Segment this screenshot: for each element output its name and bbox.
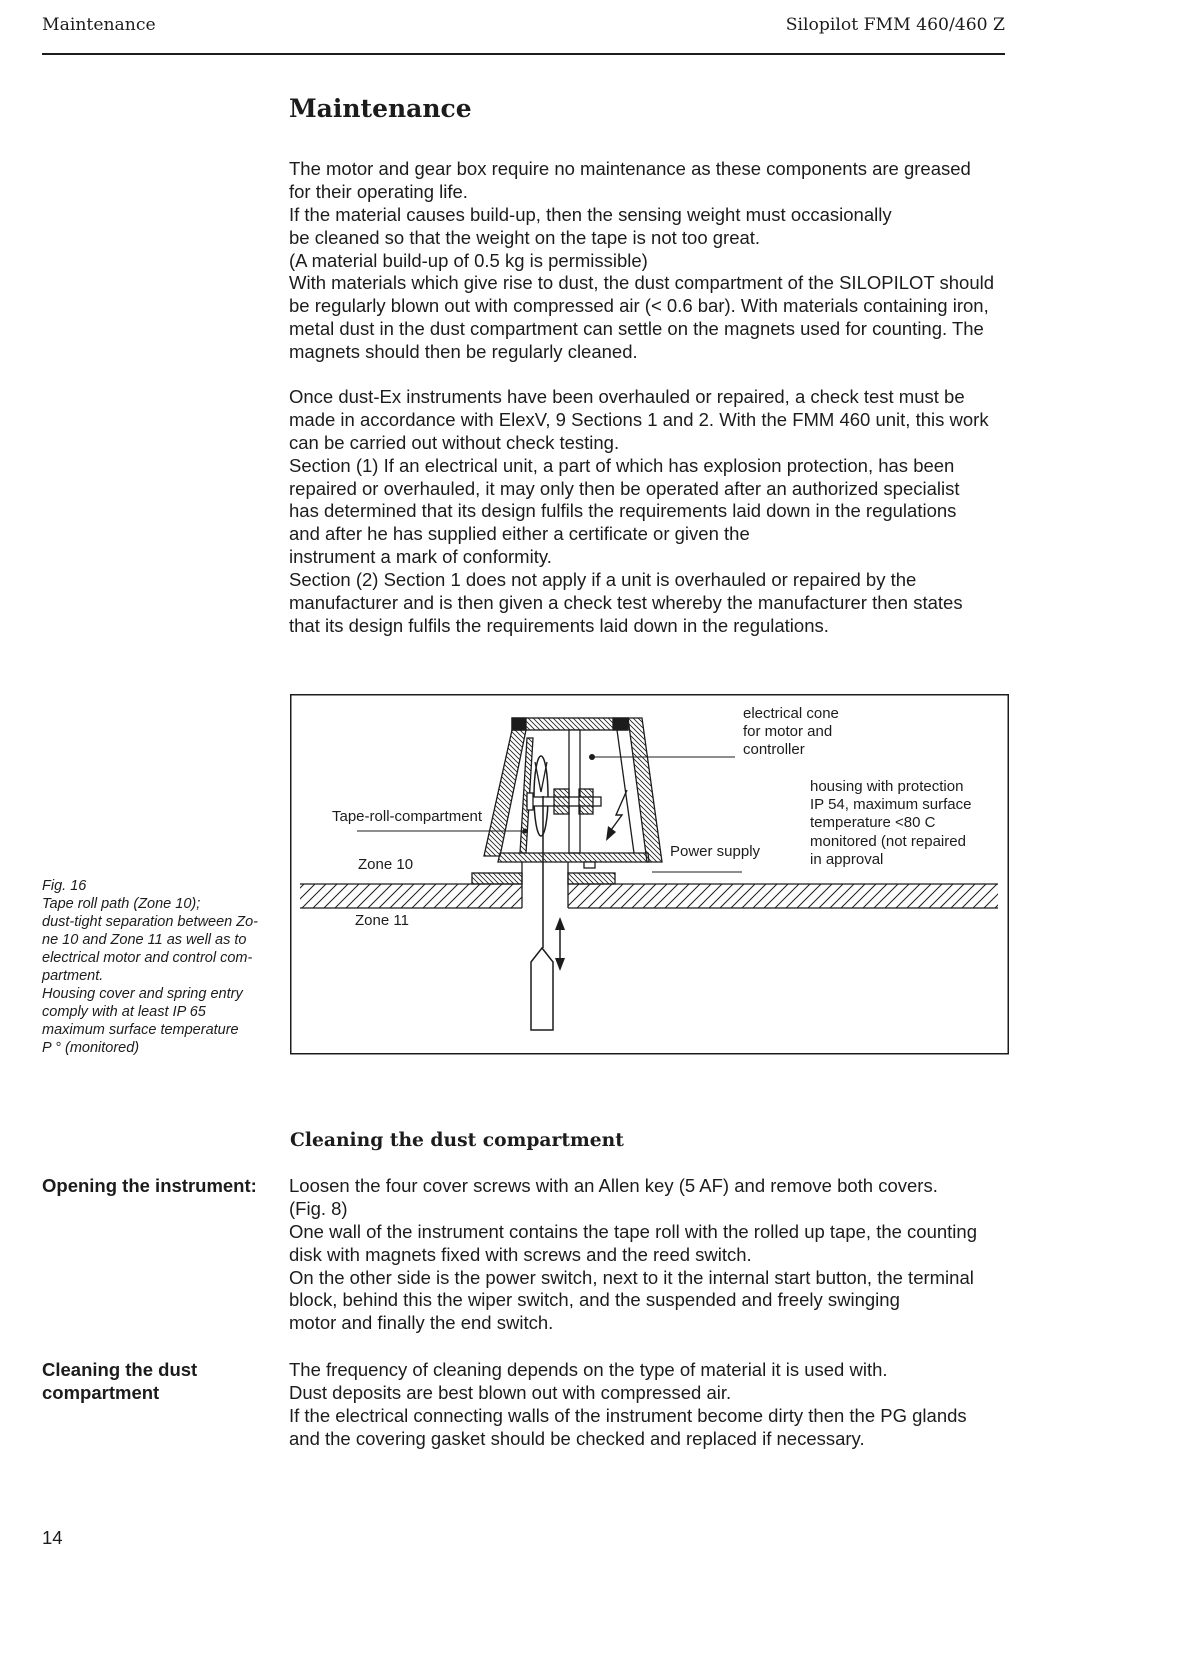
caption-line: electrical motor and control com- (42, 949, 253, 966)
caption-line: ne 10 and Zone 11 as well as to (42, 931, 247, 948)
header-rule (42, 53, 1005, 55)
text-line: If the material causes build-up, then the sensing weight must occasionally (289, 203, 892, 225)
text-line: With materials which give rise to dust, the dust compartment of the SILOPILOT should (289, 272, 995, 294)
text-line: Section (1) If an electrical unit, a part of which has explosion protection, has been (289, 454, 955, 476)
text-line: disk with magnets fixed with screws and the reed switch. (289, 1243, 752, 1265)
text-line: has determined that its design fulfils the requirements laid down in the regulations (289, 500, 957, 522)
spark-arrow-head (606, 826, 616, 841)
text-line: magnets should then be regularly cleaned. (289, 341, 638, 363)
text-line: be regularly blown out with compressed air (< 0.6 bar). With materials containing iron, (289, 295, 989, 317)
caption-line: dust-tight separation between Zo- (42, 913, 259, 930)
cleaning-paragraph (289, 1359, 967, 1451)
housing-bottom-plate (498, 853, 649, 862)
tape-roll-assembly (527, 756, 601, 948)
text-line: metal dust in the dust compartment can settle on the magnets used for counting. The (289, 318, 984, 340)
text-line: and the covering gasket should be checked and replaced if necessary. (289, 1427, 865, 1449)
side-label-cleaning (42, 1359, 197, 1405)
ground-hatch-right (568, 884, 998, 908)
text-line: can be carried out without check testing. (289, 431, 620, 453)
text-line: that its design fulfils the requirements laid down in the regulations. (289, 614, 829, 636)
side-label-line: Cleaning the dust (42, 1359, 198, 1380)
text-line: be cleaned so that the weight on the tape is not too great. (289, 226, 761, 248)
spark-arrow-line (611, 790, 627, 830)
text-line: If the electrical connecting walls of the instrument become dirty then the PG glands (289, 1404, 967, 1426)
text-line: One wall of the instrument contains the tape roll with the rolled up tape, the counting (289, 1220, 977, 1242)
page-number: 14 (42, 1527, 63, 1548)
caption-line: Fig. 16 (42, 877, 87, 894)
leader-dot (589, 754, 595, 760)
spark-arrow (606, 790, 627, 841)
housing-cap-corner (613, 718, 628, 730)
housing-wall-right (628, 718, 662, 862)
label-electrical-cone: electrical cone (743, 705, 839, 722)
text-line: On the other side is the power switch, next to it the internal start button, the terminal (289, 1266, 974, 1288)
text-line: made in accordance with ElexV, 9 Sections 1 and 2. With the FMM 460 unit, this work (289, 408, 989, 430)
maintenance-paragraph-2 (289, 386, 989, 638)
section-heading-cleaning: Cleaning the dust compartment (290, 1129, 624, 1151)
text-line: repaired or overhauled, it may only then be operated after an authorized specialist (289, 477, 960, 499)
caption-line: Housing cover and spring entry (42, 985, 243, 1002)
shaft-hub (527, 793, 533, 810)
text-line: (Fig. 8) (289, 1197, 348, 1219)
bearing-right (579, 789, 593, 814)
arrow-head-down (555, 958, 565, 971)
running-header-section: Maintenance (42, 15, 156, 35)
side-label-line: compartment (42, 1381, 160, 1403)
base-flange-left (472, 873, 522, 884)
label-housing: temperature <80 C (810, 814, 936, 831)
text-line: (A material build-up of 0.5 kg is permissible) (289, 249, 648, 271)
label-power-supply: Power supply (670, 843, 761, 860)
ground-hatch-left (300, 884, 522, 908)
text-line: and after he has supplied either a certificate or given the (289, 523, 750, 545)
side-label-line: Opening the instrument: (42, 1175, 257, 1196)
running-header-product: Silopilot FMM 460/460 Z (785, 15, 1005, 35)
side-label-opening (42, 1175, 257, 1198)
text-line: Dust deposits are best blown out with compressed air. (289, 1381, 732, 1403)
bottom-seal-box (584, 862, 595, 868)
arrow-head-up (555, 917, 565, 930)
housing-cone (484, 718, 662, 868)
figure-caption (42, 877, 258, 1057)
label-housing: in approval (810, 851, 884, 868)
label-zone-10: Zone 10 (358, 856, 414, 873)
text-line: Section (2) Section 1 does not apply if a unit is overhauled or repaired by the (289, 569, 917, 591)
caption-line: P ° (monitored) (42, 1039, 140, 1056)
sensing-weight (531, 948, 553, 1030)
label-housing: IP 54, maximum surface (810, 796, 972, 813)
text-line: The motor and gear box require no maintenance as these components are greased (289, 158, 971, 179)
text-line: block, behind this the wiper switch, and the suspended and freely swinging (289, 1289, 900, 1311)
label-tape-roll-compartment: Tape-roll-compartment (332, 808, 483, 825)
bearing-left (554, 789, 569, 814)
label-zone-11: Zone 11 (355, 912, 409, 929)
maintenance-paragraph-1 (289, 158, 994, 364)
base-flange-right (568, 873, 615, 884)
text-line: motor and finally the end switch. (289, 1312, 554, 1334)
text-line: for their operating life. (289, 180, 468, 202)
housing-cap-corner (512, 718, 526, 730)
opening-paragraph (289, 1175, 977, 1335)
text-line: instrument a mark of conformity. (289, 546, 552, 568)
housing-wall-left (484, 730, 526, 856)
text-line: Once dust-Ex instruments have been overhauled or repaired, a check test must be (289, 386, 965, 407)
caption-line: maximum surface temperature (42, 1021, 239, 1038)
housing-top-cap (512, 718, 628, 730)
caption-line: comply with at least IP 65 (42, 1003, 206, 1020)
text-line: The frequency of cleaning depends on the type of material it is used with. (289, 1359, 888, 1380)
compartment-divider (569, 730, 580, 853)
up-down-arrow (555, 917, 565, 971)
label-housing: housing with protection (810, 778, 964, 795)
text-line: Loosen the four cover screws with an Allen key (5 AF) and remove both covers. (289, 1175, 938, 1196)
caption-line: partment. (42, 967, 104, 984)
label-housing: monitored (not repaired (810, 833, 966, 850)
page-title: Maintenance (289, 94, 472, 123)
caption-line: Tape roll path (Zone 10); (42, 895, 201, 912)
text-line: manufacturer and is then given a check test whereby the manufacturer then states (289, 592, 963, 614)
tape-roll-path-diagram (290, 694, 1009, 1055)
leader-dot (523, 829, 528, 834)
label-electrical-cone: controller (743, 741, 805, 758)
label-electrical-cone: for motor and (743, 723, 833, 740)
figure-frame (291, 695, 1009, 1054)
